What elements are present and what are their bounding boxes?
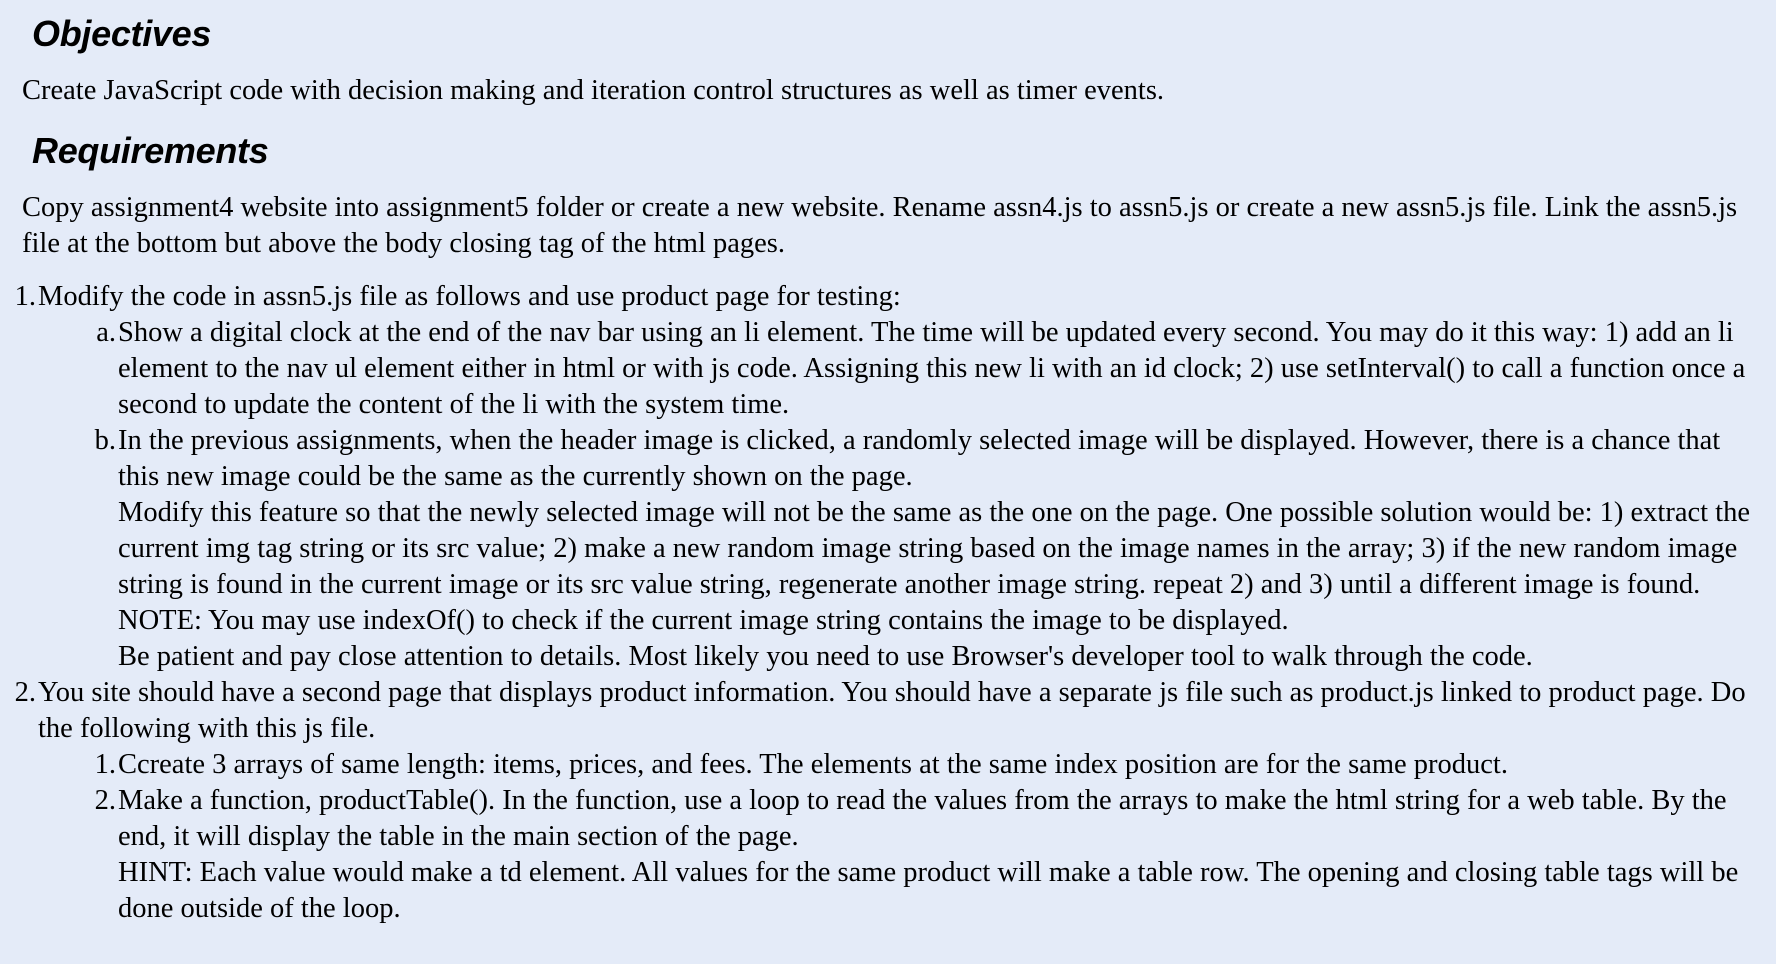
list-item-2-1-text: Ccreate 3 arrays of same length: items, prices, and fees. The elements at the same index position are for the same product. — [118, 749, 1508, 780]
list-item-1-text: Modify the code in assn5.js file as follows and use product page for testing: — [38, 281, 901, 312]
list-item-1b-marker: b. — [94, 425, 116, 456]
requirements-heading: Requirements — [32, 130, 269, 171]
list-item-1b-patience: Be patient and pay close attention to details. Most likely you need to use Browser's developer tool to walk through the code. — [118, 641, 1533, 672]
list-item-1b — [0, 423, 1764, 675]
list-item-1b-modify: Modify this feature so that the newly selected image will not be the same as the one on the page. One possible solution would be: 1) extract the current img tag string or its src value; 2) make a new random image string based on the image names in the array; 3) if the new random image string is found in the current image or its src value string, regenerate another image string. repeat 2) and 3) until a different image is found. — [118, 497, 1750, 600]
list-item-2-1-marker: 1. — [94, 749, 116, 780]
list-item-1a-text: Show a digital clock at the end of the nav bar using an li element. The time will be updated every second. You may do it this way: 1) add an li element to the nav ul element either in html or with js code. Assigning this new li with an id clock; 2) use setInterval() to call a function once a second to update the content of the li with the system time. — [118, 317, 1746, 420]
list-item-2 — [0, 675, 1764, 747]
list-item-1b-note: NOTE: You may use indexOf() to check if the current image string contains the image to be displayed. — [118, 605, 1289, 636]
list-item-1a-marker: a. — [96, 317, 116, 348]
list-item-2-text: You site should have a second page that displays product information. You should have a separate js file such as product.js linked to product page. Do the following with this js file. — [38, 677, 1746, 744]
list-item-2-marker: 2. — [14, 677, 36, 708]
list-item-2-2-marker: 2. — [94, 785, 116, 816]
requirements-list — [0, 279, 1764, 927]
list-item-1b-text: In the previous assignments, when the header image is clicked, a randomly selected image will be displayed. However, there is a chance that this new image could be the same as the currently shown on the page. — [118, 425, 1721, 492]
list-item-1 — [0, 279, 1764, 315]
list-item-2-2-hint: HINT: Each value would make a td element. All values for the same product will make a table row. The opening and closing table tags will be done outside of the loop. — [118, 857, 1739, 924]
objectives-text: Create JavaScript code with decision making and iteration control structures as well as timer events. — [22, 75, 1165, 106]
objectives-heading: Objectives — [32, 13, 212, 54]
requirements-intro: Copy assignment4 website into assignment5 folder or create a new website. Rename assn4.js to assn5.js or create a new assn5.js file. Link the assn5.js file at the bottom but above the body closing tag of the html pages. — [22, 192, 1738, 259]
list-item-1a — [0, 315, 1764, 423]
list-item-2-2-text: Make a function, productTable(). In the function, use a loop to read the values from the arrays to make the html string for a web table. By the end, it will display the table in the main section of the page. — [118, 785, 1727, 852]
list-item-2-2 — [0, 783, 1764, 927]
list-item-1-marker: 1. — [14, 281, 36, 312]
list-item-2-1 — [0, 747, 1764, 783]
